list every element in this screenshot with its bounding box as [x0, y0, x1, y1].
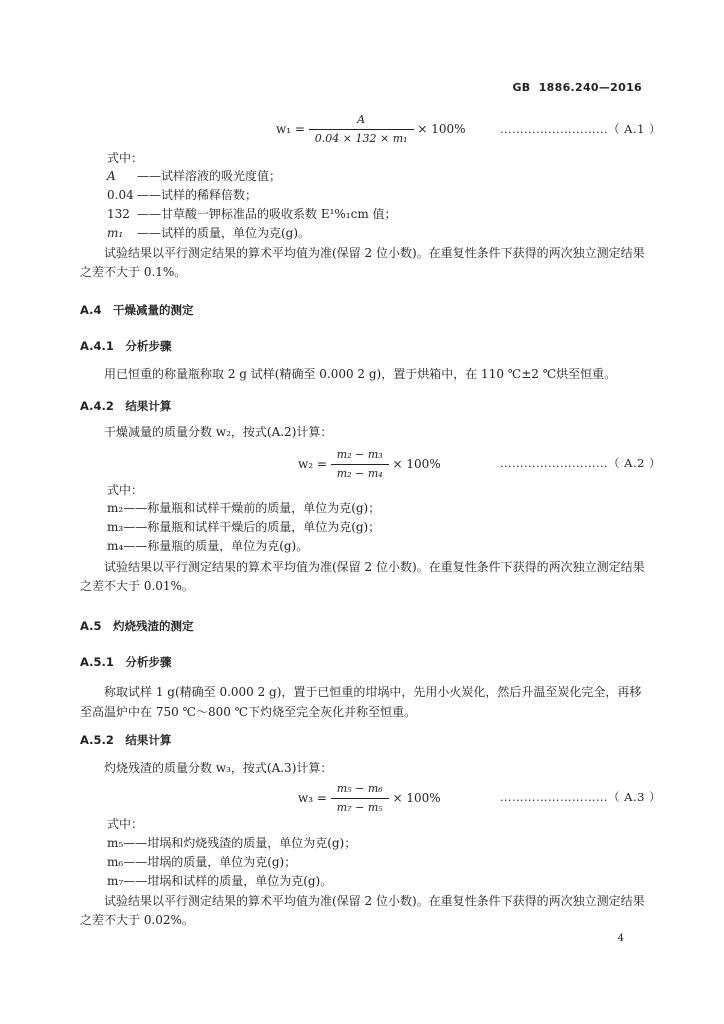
formula-a3 [298, 781, 441, 816]
formula-a1-numerator: A [309, 112, 414, 130]
variable-symbol: m₁ [107, 226, 124, 240]
variable-description: ——试样的质量，单位为克(g)。 [137, 226, 311, 240]
variable-item: m₃——称量瓶和试样干燥后的质量，单位为克(g)； [107, 520, 381, 534]
where-label-a3: 式中： [107, 817, 144, 831]
variable-list-a1 [107, 167, 397, 243]
formula-a1-fraction [309, 112, 414, 147]
formula-a3-fraction [331, 781, 389, 816]
variable-item [107, 224, 397, 243]
section-title-a4: A.4 干燥减量的测定 [80, 303, 194, 317]
subsection-title-a4-2: A.4.2 结果计算 [80, 399, 172, 413]
standard-number: 1886.240—2016 [538, 81, 642, 94]
equation-number-a1: ………………………（ A.1 ） [500, 122, 662, 136]
page-number: 4 [617, 933, 624, 944]
calc-intro-a5-2: 灼烧残渣的质量分数 w₃，按式(A.3)计算： [104, 761, 333, 775]
variable-item [107, 186, 397, 205]
section-title-a5: A.5 灼烧残渣的测定 [80, 619, 194, 633]
procedure-text-a4-1: 用已恒重的称量瓶称取 2 g 试样(精确至 0.000 2 g)，置于烘箱中，在 110 ℃±2 ℃烘至恒重。 [104, 367, 617, 381]
variable-list-a3 [107, 834, 356, 891]
variable-symbol: 0.04 [107, 188, 134, 202]
formula-a3-tail: × 100% [392, 790, 441, 805]
formula-a1-denominator: 0.04 × 132 × m₁ [314, 131, 408, 145]
where-label-a2: 式中： [107, 483, 144, 497]
formula-a2-fraction [331, 447, 389, 482]
standard-header [512, 80, 642, 96]
variable-item: m₅——坩埚和灼烧残渣的质量，单位为克(g)； [107, 836, 357, 850]
equation-number-a2: ………………………（ A.2 ） [500, 456, 662, 470]
formula-a1 [276, 112, 466, 147]
subsection-title-a5-1: A.5.1 分析步骤 [80, 655, 172, 669]
formula-a2-tail: × 100% [392, 456, 441, 471]
formula-a1-lhs: w₁ = [276, 121, 305, 136]
variable-description: ——试样溶液的吸光度值； [137, 169, 282, 183]
variable-item: m₆——坩埚的质量，单位为克(g)； [107, 855, 297, 869]
formula-a2-numerator: m₂ − m₃ [331, 447, 389, 465]
result-note-a4: 试验结果以平行测定结果的算术平均值为准(保留 2 位小数)。在重复性条件下获得的两次独立测定结果之差不大于 0.01%。 [80, 560, 645, 593]
formula-a3-numerator: m₅ − m₆ [331, 781, 389, 799]
subsection-title-a5-2: A.5.2 结果计算 [80, 733, 172, 747]
variable-symbol: 132 [107, 207, 130, 221]
variable-symbol: A [107, 169, 116, 183]
formula-a2-lhs: w₂ = [298, 456, 327, 471]
formula-a3-denominator: m₇ − m₅ [336, 800, 383, 814]
variable-item [107, 167, 397, 186]
variable-list-a2 [107, 499, 380, 556]
standard-prefix: GB [512, 81, 531, 94]
variable-item: m₇——坩埚和试样的质量，单位为克(g)。 [107, 874, 333, 888]
result-note-a5: 试验结果以平行测定结果的算术平均值为准(保留 2 位小数)。在重复性条件下获得的两次独立测定结果之差不大于 0.02%。 [80, 894, 645, 927]
formula-a1-tail: × 100% [417, 121, 466, 136]
variable-description: ——试样的稀释倍数； [137, 188, 258, 202]
formula-a2 [298, 447, 441, 482]
equation-number-a3: ………………………（ A.3 ） [500, 790, 662, 804]
variable-description: ——甘草酸一钾标准品的吸收系数 E¹%₁cm 值； [137, 207, 397, 221]
variable-item: m₂——称量瓶和试样干燥前的质量，单位为克(g)； [107, 501, 381, 515]
result-note-a3: 试验结果以平行测定结果的算术平均值为准(保留 2 位小数)。在重复性条件下获得的两次独立测定结果之差不大于 0.1%。 [80, 246, 645, 279]
where-label-a1: 式中： [107, 151, 144, 165]
calc-intro-a4-2: 干燥减量的质量分数 w₂，按式(A.2)计算： [104, 425, 333, 439]
subsection-title-a4-1: A.4.1 分析步骤 [80, 339, 172, 353]
formula-a2-denominator: m₂ − m₄ [336, 466, 383, 480]
procedure-text-a5-1: 称取试样 1 g(精确至 0.000 2 g)，置于已恒重的坩埚中，先用小火炭化，然后升温至炭化完全，再移至高温炉中在 750 ℃～800 ℃下灼烧至完全灰化并称至恒重。 [80, 685, 642, 719]
variable-item [107, 205, 397, 224]
formula-a3-lhs: w₃ = [298, 790, 327, 805]
variable-item: m₄——称量瓶的质量，单位为克(g)。 [107, 539, 309, 553]
